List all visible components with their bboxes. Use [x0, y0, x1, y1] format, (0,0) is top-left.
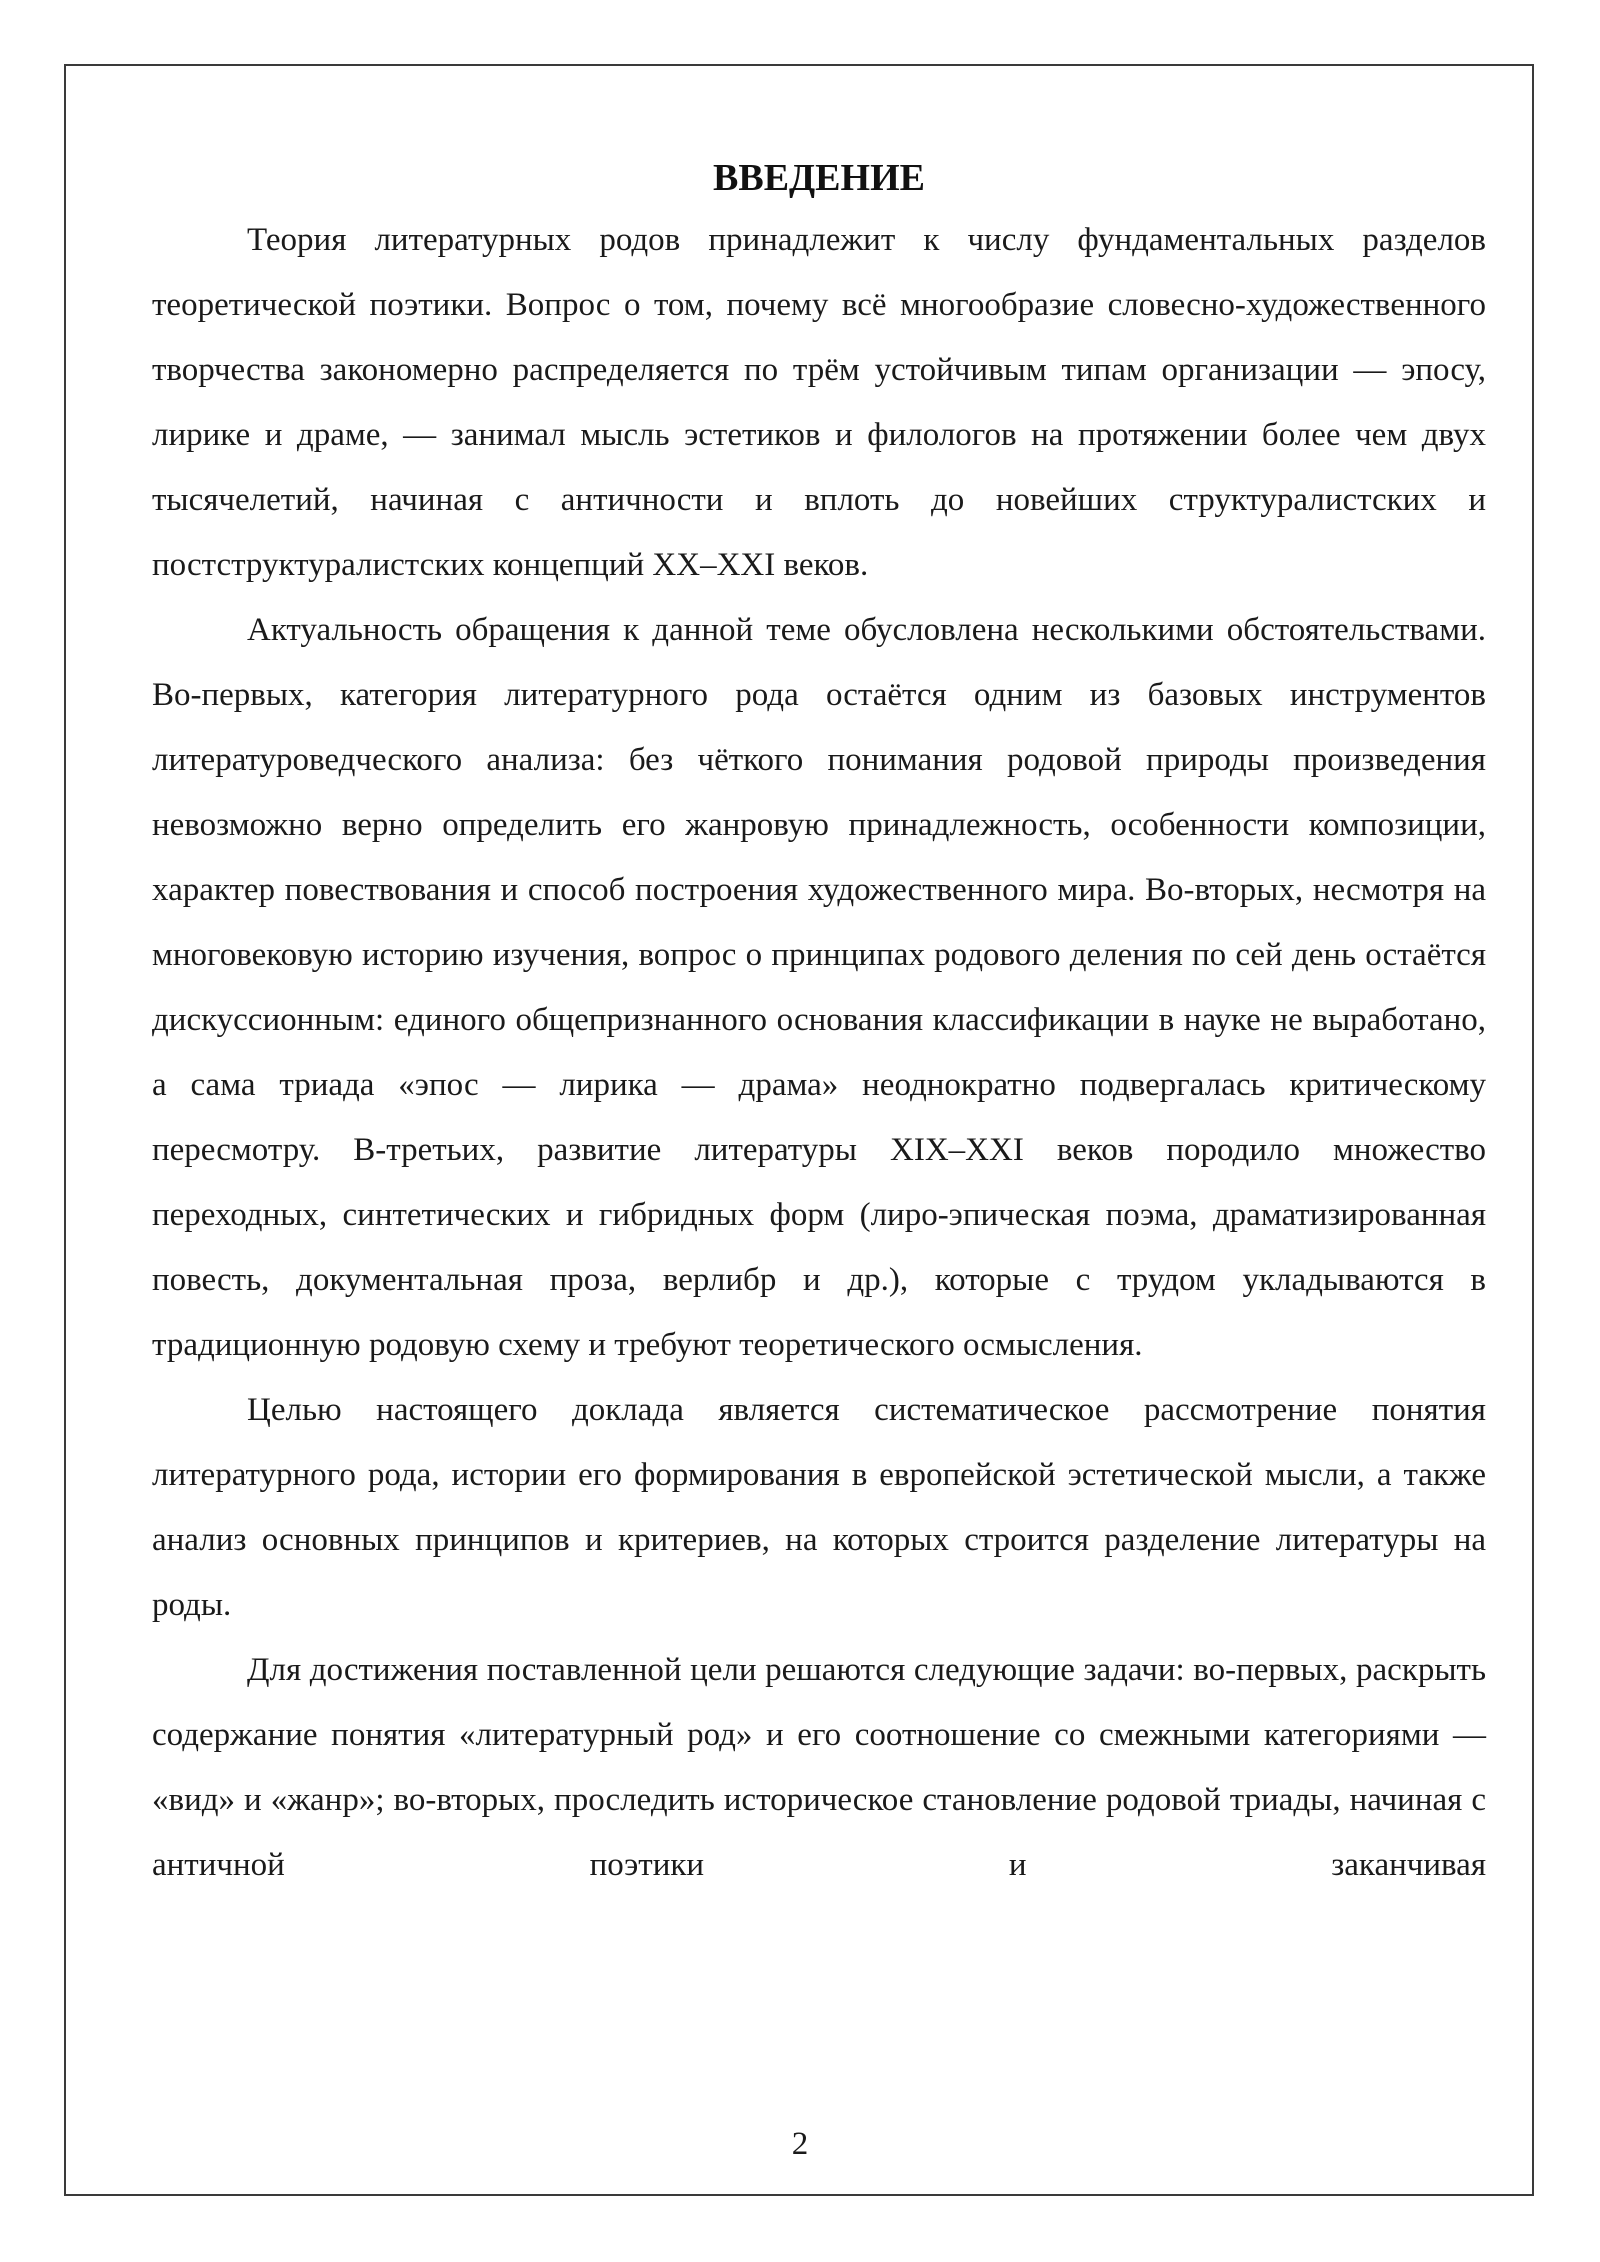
section-title: ВВЕДЕНИЕ	[713, 157, 925, 199]
paragraph-3: Целью настоящего доклада является систематическое рассмотрение понятия литературного рода, истории его формирования в европейской эстетической мысли, а также анализ основных принципов и критериев, на которых строится разделение литературы на роды.	[152, 1392, 1486, 1623]
page-number: 2	[791, 2126, 809, 2162]
document-body	[152, 148, 1486, 1898]
paragraph-4: Для достижения поставленной цели решаются следующие задачи: во-первых, раскрыть содержание понятия «литературный род» и его соотношение со смежными категориями — «вид» и «жанр»; во-вторых, проследить историческое становление родовой триады, начиная с античной поэтики и заканчивая	[152, 1652, 1486, 1883]
paragraph-1: Теория литературных родов принадлежит к числу фундаментальных разделов теоретической поэтики. Вопрос о том, почему всё многообразие словесно-художественного творчества закономерно распределяется по трём устойчивым типам организации — эпосу, лирике и драме, — занимал мысль эстетиков и филологов на протяжении более чем двух тысячелетий, начиная с античности и вплоть до новейших структуралистских и постструктуралистских концепций XX–XXI веков.	[152, 222, 1486, 583]
paragraph-2: Актуальность обращения к данной теме обусловлена несколькими обстоятельствами. Во-первых, категория литературного рода остаётся одним из базовых инструментов литературоведческого анализа: без чёткого понимания родовой природы произведения невозможно верно определить его жанровую принадлежность, особенности композиции, характер повествования и способ построения художественного мира. Во-вторых, несмотря на многовековую историю изучения, вопрос о принципах родового деления по сей день остаётся дискуссионным: единого общепризнанного основания классификации в науке не выработано, а сама триада «эпос — лирика — драма» неоднократно подвергалась критическому пересмотру. В-третьих, развитие литературы XIX–XXI веков породило множество переходных, синтетических и гибридных форм (лиро-эпическая поэма, драматизированная повесть, документальная проза, верлибр и др.), которые с трудом укладываются в традиционную родовую схему и требуют теоретического осмысления.	[152, 612, 1486, 1363]
